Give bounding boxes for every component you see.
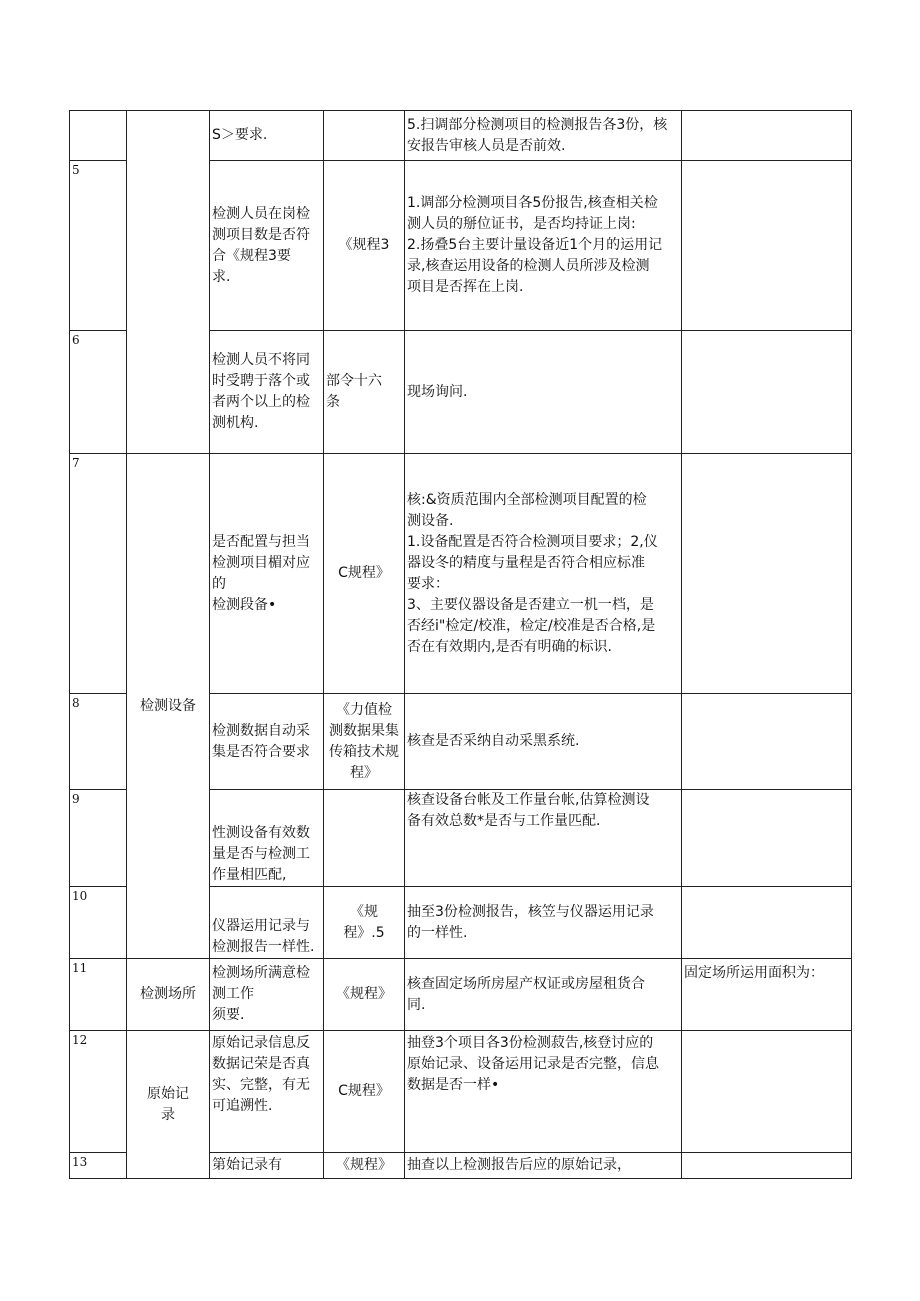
category-site: 检测场所 (127, 959, 210, 1031)
row-number: 6 (70, 331, 127, 454)
check-method: 抽查以上检测报告后应的原始记录， (405, 1153, 682, 1179)
basis: 《规程》 (324, 959, 405, 1031)
basis: 部令十六 条 (324, 331, 405, 454)
check-method: 现场询问. (405, 331, 682, 454)
note (682, 1031, 852, 1153)
note (682, 887, 852, 959)
basis: C规程》 (324, 454, 405, 694)
basis: 《规程》 (324, 1153, 405, 1179)
basis: 《规 程》.5 (324, 887, 405, 959)
check-item: 是否配置与担当 检测项目楣对应 的 检测段备• (210, 454, 324, 694)
row-number: 9 (70, 790, 127, 887)
check-method: 核查是否采纳自动采黑系统. (405, 694, 682, 790)
note: 固定场所运用面积为： (682, 959, 852, 1031)
basis: 《力值检 测数据果集 传箱技术规 程》 (324, 694, 405, 790)
check-item: 检测数据自动采 集是否符合要求 (210, 694, 324, 790)
row-number: 8 (70, 694, 127, 790)
category-personnel (127, 111, 210, 454)
table-row (70, 111, 852, 161)
row-number: 13 (70, 1153, 127, 1179)
row-number (70, 111, 127, 161)
check-item: 检测人员不将同 时受聘于落个或 者两个以上的检 测机构. (210, 331, 324, 454)
row-number: 7 (70, 454, 127, 694)
inspection-table (69, 110, 852, 1179)
check-item: S＞要求. (210, 111, 324, 161)
note (682, 694, 852, 790)
row-number: 10 (70, 887, 127, 959)
basis: C规程》 (324, 1031, 405, 1153)
note (682, 161, 852, 331)
check-method: 抽至3份检测报告，核笠与仪器运用记录 的一样性. (405, 887, 682, 959)
basis (324, 790, 405, 887)
row-number: 12 (70, 1031, 127, 1153)
check-item: 性测设备有效数 量是否与检测工 作量相匹配, (210, 790, 324, 887)
check-item: 第始记录有 (210, 1153, 324, 1179)
table-row (70, 959, 852, 1031)
note (682, 790, 852, 887)
category-records: 原始记 录 (127, 1031, 210, 1179)
row-number: 11 (70, 959, 127, 1031)
table-row (70, 1031, 852, 1153)
check-item: 仪器运用记录与 检测报告一样性. (210, 887, 324, 959)
check-method: 5.扫调部分检测项目的检测报告各3份，核 安报告审核人员是否前效. (405, 111, 682, 161)
check-method: 核:&资质范围内全部检测项目配置的检 测设备. 1.设备配置是否符合检测项目要求；2,仪 器设冬的精度与量程是否符合相应标准 要求： 3、主要仪器设备是否建立一机一档，是 否经i"检定/校准，检定/校准是否合格,是 否在有效期内,是否有明确的标识. (405, 454, 682, 694)
check-method: 抽登3个项目各3份检测菽告,核登讨应的 原始记录、设备运用记录是否完整，信息 数据是否一样• (405, 1031, 682, 1153)
basis: 《规程3 (324, 161, 405, 331)
check-method: 核查设备台帐及工作量台帐,估算检测设 备有效总数*是否与工作量匹配. (405, 790, 682, 887)
check-method: 核查固定场所房屋产权证或房屋租货合 同. (405, 959, 682, 1031)
check-method: 1.调部分检测项目各5份报告,核查相关检 测人员的掰位证书，是否均持证上岗: 2.扬叠5台主要计量设备近1个月的运用记 录,核查运用设备的检测人员所涉及检测 项目是否挥在上岗. (405, 161, 682, 331)
row-number: 5 (70, 161, 127, 331)
check-item: 检测人员在岗检 测项目数是否符 合《规程3要 求. (210, 161, 324, 331)
check-item: 原始记录信息反 数据记荣是否真 实、完整，有无 可追溯性. (210, 1031, 324, 1153)
check-item: 检测场所满意检 测工作 须要. (210, 959, 324, 1031)
note (682, 111, 852, 161)
note (682, 454, 852, 694)
basis (324, 111, 405, 161)
category-equipment: 检测设备 (127, 454, 210, 959)
table-row (70, 454, 852, 694)
note (682, 331, 852, 454)
note (682, 1153, 852, 1179)
